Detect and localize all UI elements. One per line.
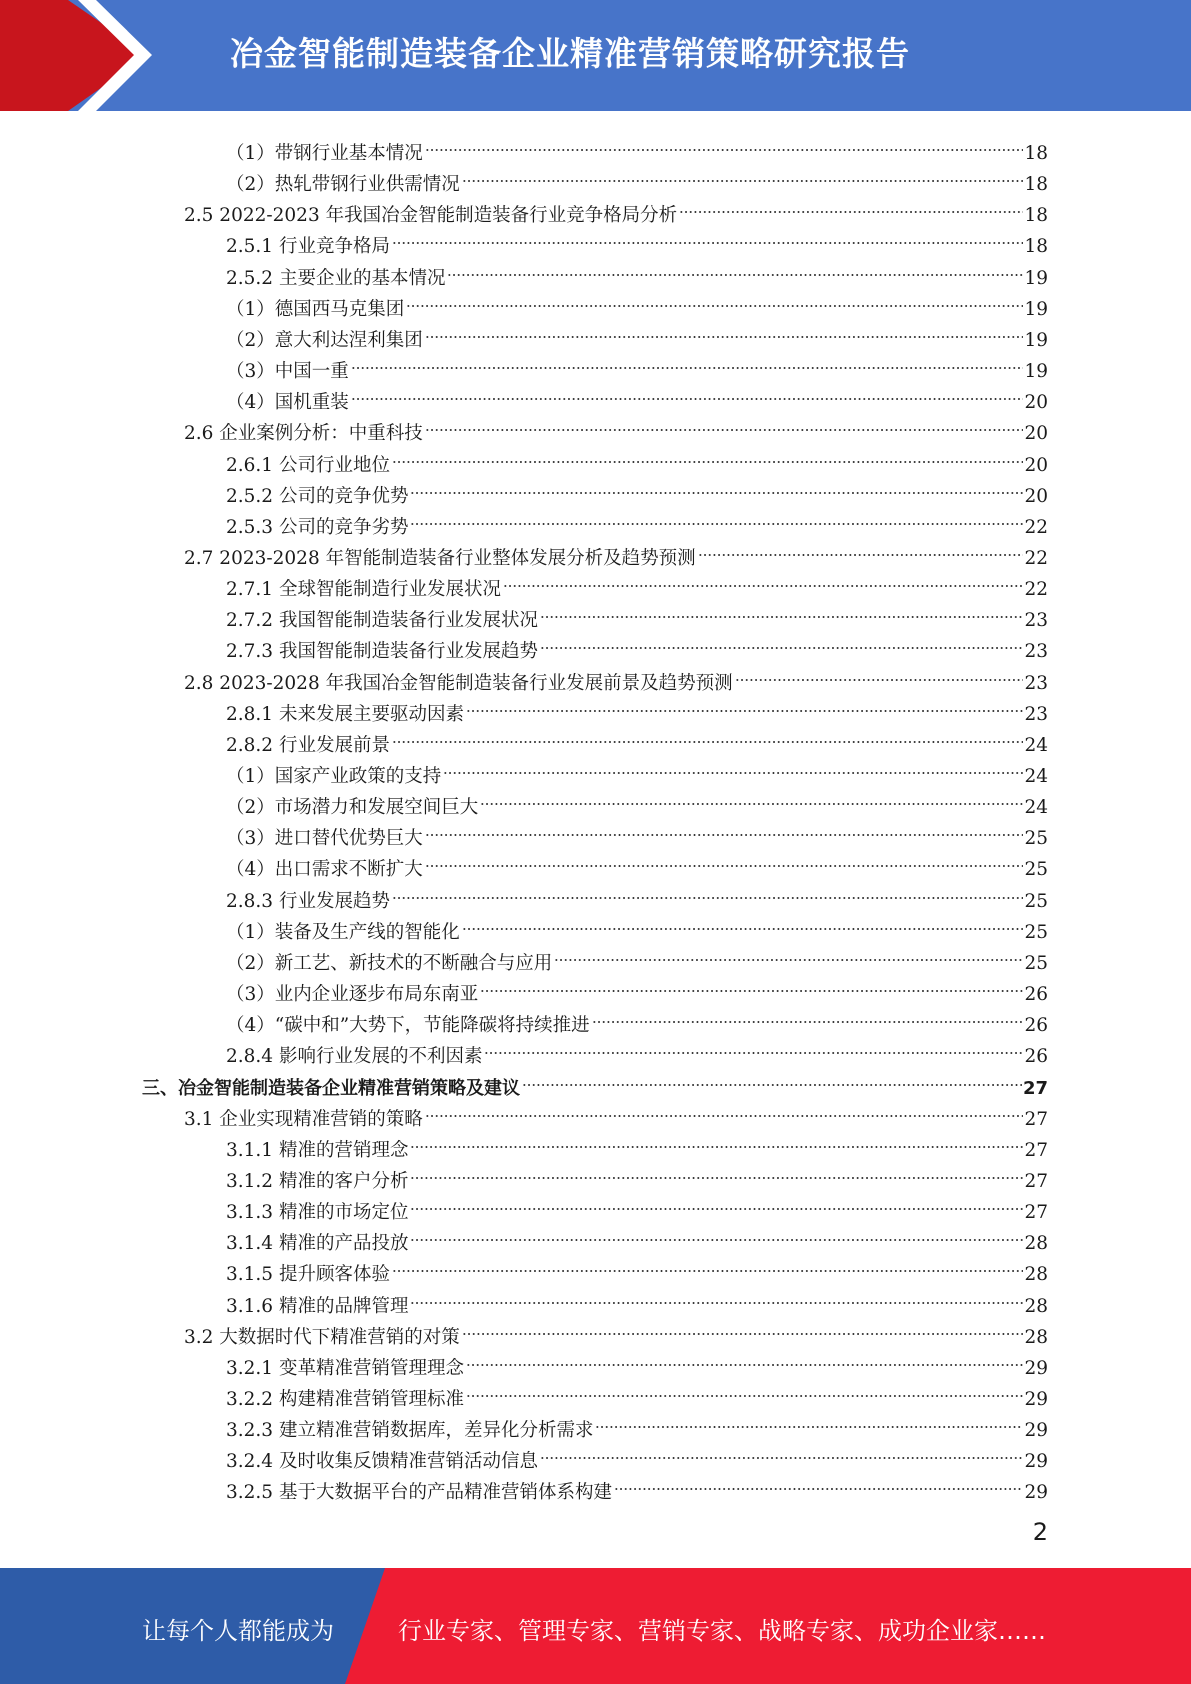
toc-entry[interactable] <box>226 907 1048 943</box>
toc-entry[interactable] <box>226 377 1048 414</box>
toc-leader-dots <box>392 720 1023 751</box>
toc-entry-page: 19 <box>1024 361 1048 383</box>
toc-entry[interactable] <box>184 1312 1048 1348</box>
toc-entry-page: 19 <box>1024 267 1048 289</box>
toc-entry-title: （2）市场潜力和发展空间巨大 <box>226 797 479 819</box>
toc-entry-page: 23 <box>1024 672 1048 694</box>
toc-entry-title: 3.2.1 变革精准营销管理理念 <box>226 1357 464 1379</box>
page-header <box>0 0 1191 111</box>
toc-entry-page: 25 <box>1024 890 1048 912</box>
toc-entry-title: （3）进口替代优势巨大 <box>226 828 423 850</box>
toc-entry[interactable] <box>184 533 1048 569</box>
toc-entry-page: 18 <box>1024 205 1048 227</box>
toc-entry-page: 22 <box>1024 579 1048 601</box>
toc-entry[interactable] <box>226 315 1048 351</box>
toc-entry[interactable] <box>226 1467 1048 1504</box>
toc-leader-dots <box>540 1436 1023 1467</box>
toc-entry-title: 2.7.3 我国智能制造装备行业发展趋势 <box>226 641 538 663</box>
toc-leader-dots <box>410 502 1023 533</box>
toc-entry[interactable] <box>226 1405 1048 1442</box>
toc-entry-page: 29 <box>1024 1451 1048 1473</box>
toc-entry[interactable] <box>226 626 1048 663</box>
toc-entry-page: 25 <box>1024 859 1048 881</box>
toc-entry-page: 22 <box>1024 547 1048 569</box>
toc-leader-dots <box>540 595 1023 626</box>
toc-entry-page: 25 <box>1024 921 1048 943</box>
toc-entry-title: 2.8.4 影响行业发展的不利因素 <box>226 1046 483 1068</box>
toc-entry[interactable] <box>226 221 1048 258</box>
toc-leader-dots <box>351 377 1024 408</box>
toc-leader-dots <box>540 626 1023 657</box>
toc-entry[interactable] <box>226 1156 1048 1192</box>
toc-entry[interactable] <box>226 1187 1048 1224</box>
toc-entry-title: 三、冶金智能制造装备企业精准营销策略及建议 <box>142 1077 520 1099</box>
toc-entry-title: 2.5.2 公司的竞争优势 <box>226 485 409 507</box>
toc-entry-page: 20 <box>1024 485 1048 507</box>
toc-entry[interactable] <box>226 471 1048 507</box>
toc-entry-title: （2）新工艺、新技术的不断融合与应用 <box>226 952 553 974</box>
toc-entry[interactable] <box>226 1374 1048 1410</box>
toc-entry-title: 2.7.1 全球智能制造行业发展状况 <box>226 579 501 601</box>
toc-entry-title: 3.2 大数据时代下精准营销的对策 <box>184 1326 460 1348</box>
toc-leader-dots <box>425 408 1024 439</box>
toc-entry-page: 29 <box>1024 1357 1048 1379</box>
toc-entry-page: 22 <box>1024 516 1048 538</box>
toc-entry-page: 27 <box>1024 1202 1048 1224</box>
toc-leader-dots <box>447 253 1023 284</box>
toc-entry-page: 29 <box>1024 1420 1048 1442</box>
toc-entry-page: 23 <box>1024 641 1048 663</box>
toc-entry[interactable] <box>226 1249 1048 1286</box>
toc-entry[interactable] <box>226 284 1048 320</box>
toc-entry-page: 24 <box>1024 734 1048 756</box>
report-title: 冶金智能制造装备企业精准营销策略研究报告 <box>230 34 910 73</box>
toc-entry-title: （3）中国一重 <box>226 361 349 383</box>
toc-entry-title: 2.5 2022-2023 年我国冶金智能制造装备行业竞争格局分析 <box>184 205 678 227</box>
toc-leader-dots <box>462 159 1024 190</box>
toc-entry[interactable] <box>226 159 1048 196</box>
toc-leader-dots <box>592 1000 1024 1031</box>
page-number: 2 <box>1032 1518 1048 1546</box>
toc-leader-dots <box>443 751 1023 782</box>
toc-leader-dots <box>425 844 1024 875</box>
toc-entry[interactable] <box>226 1000 1048 1037</box>
toc-entry-page: 27 <box>1024 1170 1048 1192</box>
toc-entry[interactable] <box>226 440 1048 476</box>
toc-entry[interactable] <box>226 938 1048 974</box>
toc-leader-dots <box>351 346 1024 377</box>
toc-leader-dots <box>392 876 1023 907</box>
toc-entry-title: （1）带钢行业基本情况 <box>226 143 423 164</box>
toc-leader-dots <box>698 533 1024 564</box>
toc-entry-page: 26 <box>1024 1046 1048 1068</box>
toc-entry[interactable] <box>226 689 1048 725</box>
toc-entry[interactable] <box>226 1343 1048 1379</box>
toc-leader-dots <box>466 689 1023 720</box>
toc-entry-page: 24 <box>1024 766 1048 787</box>
toc-entry[interactable] <box>226 1031 1048 1068</box>
toc-entry-title: 3.2.5 基于大数据平台的产品精准营销体系构建 <box>226 1482 612 1504</box>
toc-entry-page: 26 <box>1024 1015 1048 1037</box>
toc-entry-title: 2.8 2023-2028 年我国冶金智能制造装备行业发展前景及趋势预测 <box>184 672 733 694</box>
toc-leader-dots <box>480 782 1023 813</box>
toc-entry-page: 20 <box>1024 454 1048 476</box>
toc-leader-dots <box>466 1343 1023 1374</box>
toc-entry-page: 19 <box>1024 298 1048 320</box>
toc-entry[interactable] <box>226 720 1048 756</box>
toc-leader-dots <box>392 1249 1023 1280</box>
toc-leader-dots <box>595 1405 1023 1436</box>
toc-entry[interactable] <box>226 969 1048 1006</box>
toc-leader-dots <box>410 1218 1023 1249</box>
toc-entry-title: 2.6 企业案例分析：中重科技 <box>184 423 423 445</box>
toc-entry-page: 18 <box>1024 143 1048 164</box>
page-footer <box>0 1568 1191 1684</box>
toc-leader-dots <box>410 1156 1023 1187</box>
toc-entry-page: 18 <box>1024 174 1048 196</box>
toc-entry-title: 3.1.2 精准的客户分析 <box>226 1170 409 1192</box>
toc-entry-title: 2.8.3 行业发展趋势 <box>226 890 390 912</box>
toc-leader-dots <box>406 284 1023 315</box>
toc-entry[interactable] <box>226 346 1048 383</box>
toc-leader-dots <box>480 969 1023 1000</box>
toc-entry[interactable] <box>226 1436 1048 1473</box>
toc-entry[interactable] <box>226 813 1048 850</box>
toc-entry-page: 20 <box>1024 392 1048 414</box>
toc-entry[interactable] <box>184 190 1048 227</box>
toc-entry[interactable] <box>226 844 1048 881</box>
toc-entry-page: 27 <box>1024 1108 1048 1130</box>
toc-leader-dots <box>392 440 1023 471</box>
toc-entry-title: 3.1 企业实现精准营销的策略 <box>184 1108 423 1130</box>
toc-entry-title: 2.6.1 公司行业地位 <box>226 454 390 476</box>
toc-entry-title: 3.1.3 精准的市场定位 <box>226 1202 409 1224</box>
toc-entry-title: 3.1.1 精准的营销理念 <box>226 1139 409 1161</box>
toc-entry-title: 2.7.2 我国智能制造装备行业发展状况 <box>226 610 538 632</box>
toc-entry-title: 2.5.1 行业竞争格局 <box>226 236 390 258</box>
toc-leader-dots <box>392 221 1023 252</box>
toc-entry[interactable] <box>226 502 1048 538</box>
toc-entry-page: 28 <box>1024 1264 1048 1286</box>
toc-entry-page: 27 <box>1022 1077 1048 1099</box>
toc-entry-page: 26 <box>1024 984 1048 1006</box>
toc-entry[interactable] <box>184 658 1048 694</box>
toc-entry-title: （4）国机重装 <box>226 392 349 414</box>
toc-leader-dots <box>484 1031 1023 1062</box>
toc-leader-dots <box>466 1374 1023 1405</box>
toc-entry-page: 24 <box>1024 797 1048 819</box>
toc-entry[interactable] <box>226 128 1048 164</box>
toc-entry[interactable] <box>226 782 1048 819</box>
toc-entry-title: （1）德国西马克集团 <box>226 298 405 320</box>
toc-entry-page: 28 <box>1024 1233 1048 1255</box>
toc-entry-page: 29 <box>1024 1389 1048 1410</box>
toc-entry-page: 29 <box>1024 1482 1048 1504</box>
toc-entry[interactable] <box>226 1125 1048 1161</box>
toc-entry-title: （2）热轧带钢行业供需情况 <box>226 174 460 196</box>
toc-entry-page: 20 <box>1024 423 1048 445</box>
toc-entry[interactable] <box>184 408 1048 445</box>
toc-leader-dots <box>462 1312 1024 1343</box>
toc-entry-page: 19 <box>1024 329 1048 351</box>
toc-leader-dots <box>410 1187 1023 1218</box>
toc-entry-title: 3.1.4 精准的产品投放 <box>226 1233 409 1255</box>
toc-leader-dots <box>522 1063 1022 1094</box>
toc-entry-title: 3.1.6 精准的品牌管理 <box>226 1295 409 1317</box>
toc-entry[interactable] <box>226 751 1048 787</box>
toc-leader-dots <box>410 471 1023 502</box>
toc-entry-page: 25 <box>1024 828 1048 850</box>
toc-entry[interactable] <box>226 564 1048 601</box>
toc-entry-title: 2.5.2 主要企业的基本情况 <box>226 267 446 289</box>
toc-leader-dots <box>425 813 1024 844</box>
toc-entry-page: 23 <box>1024 610 1048 632</box>
toc-leader-dots <box>462 907 1024 938</box>
footer-slogan-left: 让每个人都能成为 <box>142 1617 334 1645</box>
toc-entry[interactable] <box>226 876 1048 912</box>
toc-leader-dots <box>554 938 1023 969</box>
toc-entry[interactable] <box>226 595 1048 632</box>
toc-leader-dots <box>425 1094 1024 1125</box>
toc-entry[interactable] <box>226 1281 1048 1317</box>
toc-entry-title: （2）意大利达涅利集团 <box>226 329 423 351</box>
toc-entry-title: （3）业内企业逐步布局东南亚 <box>226 984 479 1006</box>
toc-entry-page: 23 <box>1024 703 1048 725</box>
toc-entry-title: 2.5.3 公司的竞争劣势 <box>226 516 409 538</box>
toc-leader-dots <box>679 190 1023 221</box>
toc-leader-dots <box>735 658 1024 689</box>
toc-entry-title: 3.2.2 构建精准营销管理标准 <box>226 1389 464 1410</box>
toc-entry-title: 3.1.5 提升顾客体验 <box>226 1264 390 1286</box>
toc-entry-title: 2.7 2023-2028 年智能制造装备行业整体发展分析及趋势预测 <box>184 547 696 569</box>
toc-entry-page: 25 <box>1024 952 1048 974</box>
toc-leader-dots <box>425 315 1024 346</box>
toc-entry-title: 3.2.3 建立精准营销数据库，差异化分析需求 <box>226 1420 594 1442</box>
toc-entry[interactable] <box>226 253 1048 289</box>
toc-leader-dots <box>425 128 1024 159</box>
toc-entry-page: 28 <box>1024 1326 1048 1348</box>
toc-entry[interactable] <box>184 1094 1048 1130</box>
toc-leader-dots <box>503 564 1023 595</box>
toc-entry-page: 28 <box>1024 1295 1048 1317</box>
toc-entry-title: （1）国家产业政策的支持 <box>226 766 442 787</box>
toc-entry-title: 3.2.4 及时收集反馈精准营销活动信息 <box>226 1451 538 1473</box>
toc-leader-dots <box>410 1281 1023 1312</box>
toc-leader-dots <box>410 1125 1023 1156</box>
toc-entry-title: （1）装备及生产线的智能化 <box>226 921 460 943</box>
toc-entry-page: 27 <box>1024 1139 1048 1161</box>
toc-entry-title: （4）“碳中和”大势下，节能降碳将持续推进 <box>226 1015 590 1037</box>
toc-entry[interactable] <box>142 1063 1048 1099</box>
toc-entry-title: 2.8.1 未来发展主要驱动因素 <box>226 703 464 725</box>
toc-entry[interactable] <box>226 1218 1048 1255</box>
toc-leader-dots <box>614 1467 1023 1498</box>
toc-entry-title: （4）出口需求不断扩大 <box>226 859 423 881</box>
toc-entry-title: 2.8.2 行业发展前景 <box>226 734 390 756</box>
footer-slogan-right: 行业专家、管理专家、营销专家、战略专家、成功企业家…… <box>398 1617 1046 1645</box>
toc-entry-page: 18 <box>1024 236 1048 258</box>
